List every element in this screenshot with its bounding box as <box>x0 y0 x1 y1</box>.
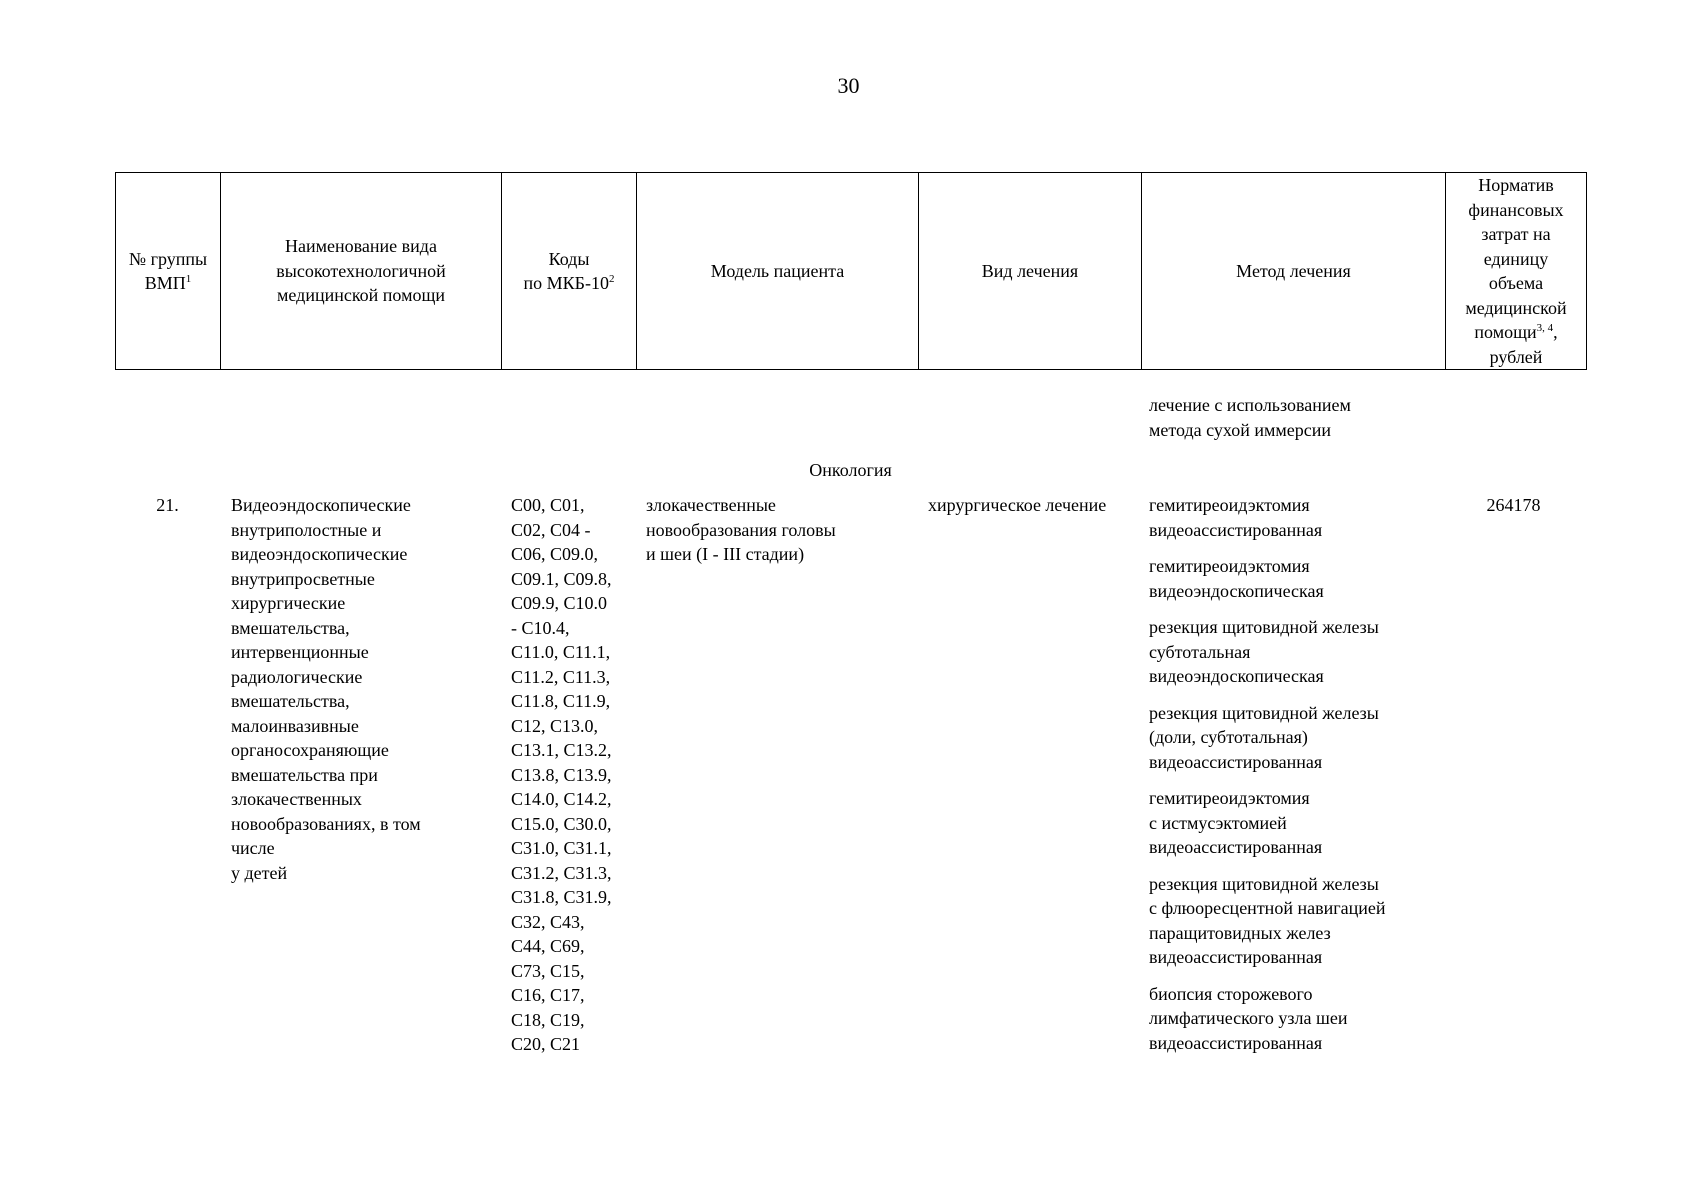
text-line: и шеи (I - III стадии) <box>646 544 805 564</box>
treatment-methods <box>1149 493 1449 1067</box>
method-line: гемитиреоидэктомия <box>1149 788 1310 808</box>
text-line: C02, C04 - <box>511 519 591 540</box>
method-line: (доли, субтотальная) <box>1149 727 1308 747</box>
text-line: C09.1, C09.8, <box>511 568 612 589</box>
text-line: у детей <box>231 862 288 883</box>
method-line: резекция щитовидной железы <box>1149 873 1379 894</box>
text-line: вмешательства, <box>231 691 350 711</box>
text-line: хирургические <box>231 593 346 613</box>
text-line: вмешательства при <box>231 764 378 785</box>
method-line: видеоэндоскопическая <box>1149 580 1324 601</box>
page-number: 30 <box>837 73 860 98</box>
method-line: резекция щитовидной железы <box>1149 702 1379 723</box>
header-treatment-type: Вид лечения <box>919 173 1142 370</box>
text-line: C14.0, C14.2, <box>511 789 612 809</box>
text-line: малоинвазивные <box>231 715 359 736</box>
text-line: внутриполостные и <box>231 519 382 540</box>
text-line: злокачественные <box>646 495 776 515</box>
text-line: C18, C19, <box>511 1009 585 1030</box>
text-line: числе <box>231 838 275 858</box>
method-line: субтотальная <box>1149 641 1251 662</box>
text-line: C20, C21 <box>511 1034 581 1054</box>
method-item <box>1149 701 1449 775</box>
text-line: C11.2, C11.3, <box>511 666 611 687</box>
header-treatment-method: Метод лечения <box>1142 173 1446 370</box>
section-title: Онкология <box>809 460 892 480</box>
header-icd-codes: Коды по МКБ-$10^2$ <box>502 173 637 370</box>
row-number: 21. <box>156 495 179 515</box>
text-line: внутрипросветные <box>231 568 375 589</box>
text-line: - C10.4, <box>511 617 570 638</box>
text-line: органосохраняющие <box>231 740 389 760</box>
header-care-type: Наименование вида высокотехнологичной медицинской помощи <box>221 173 502 370</box>
method-line: видеоассистированная <box>1149 947 1323 967</box>
header-patient-model: Модель пациента <box>637 173 919 370</box>
text-line: C13.8, C13.9, <box>511 764 612 785</box>
text-line: C31.2, C31.3, <box>511 862 612 883</box>
text-line: C15.0, C30.0, <box>511 813 612 834</box>
text-line: C31.8, C31.9, <box>511 887 612 907</box>
text-line: C12, C13.0, <box>511 715 599 736</box>
text-line: C44, C69, <box>511 936 585 956</box>
method-item <box>1149 554 1449 603</box>
text-line: новообразованиях, в том <box>231 813 421 834</box>
method-item <box>1149 615 1449 689</box>
text-line: злокачественных <box>231 789 362 809</box>
continued-method-text: лечение с использованием метода сухой иммерсии <box>1149 395 1351 440</box>
patient-model <box>646 493 921 567</box>
text-line: C73, C15, <box>511 960 585 981</box>
icd-codes <box>511 493 636 1057</box>
method-line: паращитовидных желез <box>1149 922 1331 943</box>
care-type-name <box>231 493 501 885</box>
text-line: видеоэндоскопические <box>231 544 408 564</box>
text-line: C06, C09.0, <box>511 544 599 564</box>
header-group-number: № группы ВМП$^1$ <box>116 173 221 370</box>
method-item <box>1149 982 1449 1056</box>
text-line: C11.0, C11.1, <box>511 642 611 662</box>
text-line: C32, C43, <box>511 911 585 932</box>
table-header <box>115 172 1587 370</box>
method-line: видеоассистированная <box>1149 519 1323 540</box>
method-line: видеоассистированная <box>1149 837 1323 857</box>
text-line: C09.9, C10.0 <box>511 593 608 613</box>
header-cost-standard: Норматив финансовых затрат на единицу объема медицинской помощи$^{3, 4}$, рублей <box>1446 173 1587 370</box>
treatment-type: хирургическое лечение <box>928 495 1107 515</box>
method-line: видеоассистированная <box>1149 751 1323 772</box>
method-item <box>1149 786 1449 860</box>
text-line: C31.0, C31.1, <box>511 838 612 858</box>
method-line: лимфатического узла шеи <box>1149 1008 1348 1028</box>
method-item <box>1149 493 1449 542</box>
text-line: вмешательства, <box>231 617 350 638</box>
method-item <box>1149 872 1449 970</box>
method-line: резекция щитовидной железы <box>1149 617 1379 637</box>
text-line: интервенционные <box>231 642 369 662</box>
method-line: видеоассистированная <box>1149 1032 1323 1053</box>
text-line: новообразования головы <box>646 519 836 540</box>
method-line: гемитиреоидэктомия <box>1149 556 1310 576</box>
method-line: гемитиреоидэктомия <box>1149 495 1310 515</box>
method-line: биопсия сторожевого <box>1149 983 1313 1004</box>
text-line: Видеоэндоскопические <box>231 495 411 515</box>
text-line: C00, C01, <box>511 495 585 515</box>
method-line: видеоэндоскопическая <box>1149 666 1324 686</box>
text-line: C16, C17, <box>511 985 585 1005</box>
text-line: радиологические <box>231 666 363 687</box>
cost-value: 264178 <box>1486 495 1541 515</box>
method-line: с флюоресцентной навигацией <box>1149 898 1386 918</box>
text-line: C11.8, C11.9, <box>511 691 611 711</box>
text-line: C13.1, C13.2, <box>511 740 612 760</box>
method-line: с истмусэктомией <box>1149 812 1287 833</box>
